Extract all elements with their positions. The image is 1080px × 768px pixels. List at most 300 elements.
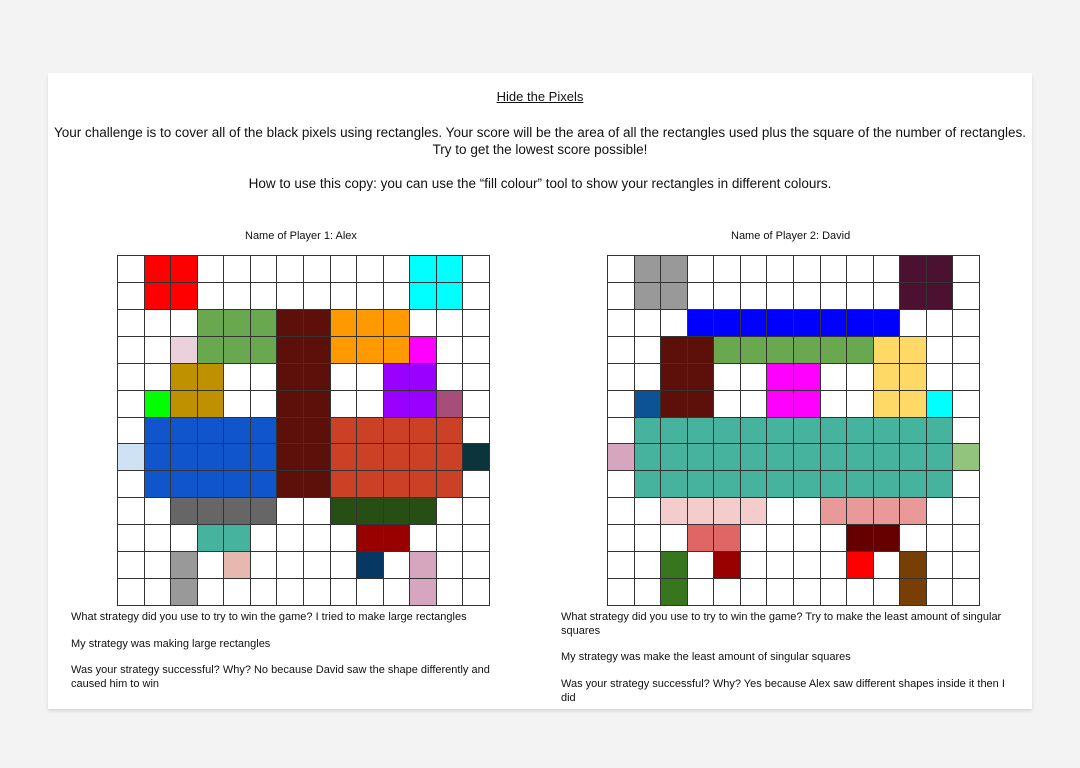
grid-cell[interactable] bbox=[688, 310, 715, 337]
grid-cell[interactable] bbox=[304, 337, 331, 364]
grid-cell[interactable] bbox=[608, 256, 635, 283]
grid-cell[interactable] bbox=[661, 418, 688, 445]
grid-cell[interactable] bbox=[688, 525, 715, 552]
grid-cell[interactable] bbox=[251, 498, 278, 525]
grid-cell[interactable] bbox=[410, 391, 437, 418]
grid-cell[interactable] bbox=[145, 444, 172, 471]
grid-cell[interactable] bbox=[277, 364, 304, 391]
grid-cell[interactable] bbox=[900, 444, 927, 471]
grid-cell[interactable] bbox=[608, 444, 635, 471]
grid-cell[interactable] bbox=[384, 391, 411, 418]
grid-cell[interactable] bbox=[118, 525, 145, 552]
grid-cell[interactable] bbox=[927, 337, 954, 364]
grid-cell[interactable] bbox=[384, 498, 411, 525]
grid-cell[interactable] bbox=[224, 310, 251, 337]
grid-cell[interactable] bbox=[224, 283, 251, 310]
grid-cell[interactable] bbox=[198, 579, 225, 606]
grid-cell[interactable] bbox=[953, 391, 980, 418]
grid-cell[interactable] bbox=[224, 498, 251, 525]
grid-cell[interactable] bbox=[304, 498, 331, 525]
grid-cell[interactable] bbox=[198, 256, 225, 283]
grid-cell[interactable] bbox=[608, 364, 635, 391]
grid-cell[interactable] bbox=[661, 256, 688, 283]
grid-cell[interactable] bbox=[118, 498, 145, 525]
grid-cell[interactable] bbox=[251, 471, 278, 498]
grid-cell[interactable] bbox=[927, 310, 954, 337]
grid-cell[interactable] bbox=[741, 337, 768, 364]
grid-cell[interactable] bbox=[118, 444, 145, 471]
grid-cell[interactable] bbox=[874, 471, 901, 498]
grid-cell[interactable] bbox=[847, 283, 874, 310]
grid-cell[interactable] bbox=[145, 579, 172, 606]
grid-cell[interactable] bbox=[847, 552, 874, 579]
grid-cell[interactable] bbox=[741, 471, 768, 498]
grid-cell[interactable] bbox=[927, 364, 954, 391]
grid-cell[interactable] bbox=[688, 498, 715, 525]
grid-cell[interactable] bbox=[145, 418, 172, 445]
grid-cell[interactable] bbox=[384, 525, 411, 552]
grid-cell[interactable] bbox=[384, 579, 411, 606]
grid-cell[interactable] bbox=[714, 525, 741, 552]
grid-cell[interactable] bbox=[118, 391, 145, 418]
grid-cell[interactable] bbox=[304, 364, 331, 391]
grid-cell[interactable] bbox=[357, 283, 384, 310]
grid-cell[interactable] bbox=[741, 364, 768, 391]
grid-cell[interactable] bbox=[767, 337, 794, 364]
grid-cell[interactable] bbox=[331, 471, 358, 498]
grid-cell[interactable] bbox=[198, 391, 225, 418]
grid-cell[interactable] bbox=[635, 337, 662, 364]
grid-cell[interactable] bbox=[714, 310, 741, 337]
grid-cell[interactable] bbox=[635, 552, 662, 579]
grid-cell[interactable] bbox=[357, 498, 384, 525]
grid-cell[interactable] bbox=[821, 391, 848, 418]
grid-cell[interactable] bbox=[463, 337, 490, 364]
grid-cell[interactable] bbox=[821, 337, 848, 364]
grid-cell[interactable] bbox=[171, 552, 198, 579]
grid-cell[interactable] bbox=[794, 498, 821, 525]
grid-cell[interactable] bbox=[927, 498, 954, 525]
grid-cell[interactable] bbox=[608, 283, 635, 310]
grid-cell[interactable] bbox=[410, 525, 437, 552]
grid-cell[interactable] bbox=[900, 579, 927, 606]
grid-cell[interactable] bbox=[847, 391, 874, 418]
grid-cell[interactable] bbox=[145, 498, 172, 525]
grid-cell[interactable] bbox=[437, 418, 464, 445]
grid-cell[interactable] bbox=[224, 337, 251, 364]
grid-cell[interactable] bbox=[251, 256, 278, 283]
grid-cell[interactable] bbox=[635, 579, 662, 606]
grid-cell[interactable] bbox=[304, 444, 331, 471]
grid-cell[interactable] bbox=[900, 552, 927, 579]
grid-cell[interactable] bbox=[767, 525, 794, 552]
grid-cell[interactable] bbox=[847, 310, 874, 337]
grid-cell[interactable] bbox=[437, 391, 464, 418]
grid-cell[interactable] bbox=[741, 310, 768, 337]
grid-cell[interactable] bbox=[384, 283, 411, 310]
grid-cell[interactable] bbox=[714, 256, 741, 283]
grid-cell[interactable] bbox=[463, 471, 490, 498]
grid-cell[interactable] bbox=[277, 525, 304, 552]
grid-cell[interactable] bbox=[821, 471, 848, 498]
grid-cell[interactable] bbox=[608, 525, 635, 552]
grid-cell[interactable] bbox=[635, 471, 662, 498]
grid-cell[interactable] bbox=[714, 552, 741, 579]
grid-cell[interactable] bbox=[874, 579, 901, 606]
grid-cell[interactable] bbox=[410, 471, 437, 498]
grid-cell[interactable] bbox=[874, 256, 901, 283]
grid-cell[interactable] bbox=[821, 283, 848, 310]
grid-cell[interactable] bbox=[118, 471, 145, 498]
grid-cell[interactable] bbox=[410, 498, 437, 525]
grid-cell[interactable] bbox=[767, 498, 794, 525]
grid-cell[interactable] bbox=[384, 471, 411, 498]
grid-cell[interactable] bbox=[357, 310, 384, 337]
grid-cell[interactable] bbox=[874, 498, 901, 525]
grid-cell[interactable] bbox=[900, 418, 927, 445]
grid-cell[interactable] bbox=[927, 552, 954, 579]
grid-cell[interactable] bbox=[635, 498, 662, 525]
grid-cell[interactable] bbox=[635, 525, 662, 552]
grid-cell[interactable] bbox=[767, 552, 794, 579]
grid-cell[interactable] bbox=[437, 283, 464, 310]
grid-cell[interactable] bbox=[357, 444, 384, 471]
grid-cell[interactable] bbox=[437, 337, 464, 364]
grid-cell[interactable] bbox=[277, 256, 304, 283]
grid-cell[interactable] bbox=[767, 283, 794, 310]
grid-cell[interactable] bbox=[145, 337, 172, 364]
grid-cell[interactable] bbox=[224, 579, 251, 606]
grid-cell[interactable] bbox=[357, 337, 384, 364]
grid-cell[interactable] bbox=[251, 579, 278, 606]
grid-cell[interactable] bbox=[953, 310, 980, 337]
grid-cell[interactable] bbox=[463, 498, 490, 525]
grid-cell[interactable] bbox=[277, 579, 304, 606]
grid-cell[interactable] bbox=[688, 552, 715, 579]
grid-cell[interactable] bbox=[171, 310, 198, 337]
grid-cell[interactable] bbox=[927, 444, 954, 471]
grid-cell[interactable] bbox=[608, 337, 635, 364]
grid-cell[interactable] bbox=[277, 498, 304, 525]
grid-cell[interactable] bbox=[847, 471, 874, 498]
grid-cell[interactable] bbox=[224, 391, 251, 418]
grid-cell[interactable] bbox=[953, 418, 980, 445]
grid-cell[interactable] bbox=[331, 418, 358, 445]
grid-cell[interactable] bbox=[767, 310, 794, 337]
grid-cell[interactable] bbox=[145, 391, 172, 418]
grid-cell[interactable] bbox=[767, 391, 794, 418]
grid-cell[interactable] bbox=[145, 256, 172, 283]
grid-cell[interactable] bbox=[767, 364, 794, 391]
grid-cell[interactable] bbox=[384, 337, 411, 364]
grid-cell[interactable] bbox=[714, 283, 741, 310]
grid-cell[interactable] bbox=[251, 418, 278, 445]
grid-cell[interactable] bbox=[198, 337, 225, 364]
grid-cell[interactable] bbox=[714, 418, 741, 445]
grid-cell[interactable] bbox=[714, 444, 741, 471]
grid-cell[interactable] bbox=[384, 364, 411, 391]
grid-cell[interactable] bbox=[794, 256, 821, 283]
grid-cell[interactable] bbox=[608, 552, 635, 579]
grid-cell[interactable] bbox=[900, 525, 927, 552]
grid-cell[interactable] bbox=[688, 444, 715, 471]
grid-cell[interactable] bbox=[874, 283, 901, 310]
grid-cell[interactable] bbox=[331, 364, 358, 391]
grid-cell[interactable] bbox=[874, 418, 901, 445]
grid-cell[interactable] bbox=[118, 310, 145, 337]
grid-cell[interactable] bbox=[410, 310, 437, 337]
grid-cell[interactable] bbox=[714, 391, 741, 418]
grid-cell[interactable] bbox=[118, 552, 145, 579]
grid-cell[interactable] bbox=[357, 418, 384, 445]
grid-cell[interactable] bbox=[410, 579, 437, 606]
grid-cell[interactable] bbox=[635, 418, 662, 445]
grid-cell[interactable] bbox=[224, 256, 251, 283]
grid-cell[interactable] bbox=[384, 552, 411, 579]
grid-cell[interactable] bbox=[794, 337, 821, 364]
grid-cell[interactable] bbox=[331, 337, 358, 364]
grid-cell[interactable] bbox=[463, 310, 490, 337]
grid-cell[interactable] bbox=[331, 283, 358, 310]
grid-cell[interactable] bbox=[953, 471, 980, 498]
grid-cell[interactable] bbox=[900, 256, 927, 283]
grid-cell[interactable] bbox=[767, 471, 794, 498]
grid-cell[interactable] bbox=[661, 579, 688, 606]
grid-cell[interactable] bbox=[661, 444, 688, 471]
grid-cell[interactable] bbox=[437, 256, 464, 283]
grid-cell[interactable] bbox=[927, 256, 954, 283]
grid-cell[interactable] bbox=[224, 471, 251, 498]
grid-cell[interactable] bbox=[437, 444, 464, 471]
grid-cell[interactable] bbox=[304, 579, 331, 606]
grid-cell[interactable] bbox=[145, 552, 172, 579]
grid-cell[interactable] bbox=[331, 256, 358, 283]
grid-cell[interactable] bbox=[171, 418, 198, 445]
grid-cell[interactable] bbox=[661, 471, 688, 498]
grid-cell[interactable] bbox=[953, 364, 980, 391]
grid-cell[interactable] bbox=[767, 444, 794, 471]
grid-cell[interactable] bbox=[688, 337, 715, 364]
grid-cell[interactable] bbox=[463, 256, 490, 283]
grid-cell[interactable] bbox=[900, 283, 927, 310]
grid-cell[interactable] bbox=[304, 283, 331, 310]
grid-cell[interactable] bbox=[410, 444, 437, 471]
grid-cell[interactable] bbox=[437, 364, 464, 391]
grid-cell[interactable] bbox=[874, 310, 901, 337]
grid-cell[interactable] bbox=[437, 498, 464, 525]
grid-cell[interactable] bbox=[874, 444, 901, 471]
grid-cell[interactable] bbox=[357, 391, 384, 418]
grid-cell[interactable] bbox=[608, 391, 635, 418]
grid-cell[interactable] bbox=[410, 552, 437, 579]
grid-cell[interactable] bbox=[463, 525, 490, 552]
grid-cell[interactable] bbox=[463, 391, 490, 418]
grid-cell[interactable] bbox=[953, 337, 980, 364]
grid-cell[interactable] bbox=[224, 444, 251, 471]
grid-cell[interactable] bbox=[437, 552, 464, 579]
grid-cell[interactable] bbox=[304, 256, 331, 283]
player-1-pixel-grid[interactable] bbox=[117, 255, 490, 606]
grid-cell[interactable] bbox=[171, 391, 198, 418]
grid-cell[interactable] bbox=[384, 256, 411, 283]
grid-cell[interactable] bbox=[741, 525, 768, 552]
grid-cell[interactable] bbox=[688, 418, 715, 445]
grid-cell[interactable] bbox=[767, 256, 794, 283]
grid-cell[interactable] bbox=[847, 418, 874, 445]
grid-cell[interactable] bbox=[900, 498, 927, 525]
grid-cell[interactable] bbox=[463, 552, 490, 579]
grid-cell[interactable] bbox=[714, 498, 741, 525]
grid-cell[interactable] bbox=[251, 552, 278, 579]
grid-cell[interactable] bbox=[741, 552, 768, 579]
grid-cell[interactable] bbox=[900, 391, 927, 418]
grid-cell[interactable] bbox=[821, 310, 848, 337]
grid-cell[interactable] bbox=[145, 310, 172, 337]
grid-cell[interactable] bbox=[635, 364, 662, 391]
grid-cell[interactable] bbox=[198, 364, 225, 391]
grid-cell[interactable] bbox=[171, 471, 198, 498]
grid-cell[interactable] bbox=[331, 498, 358, 525]
grid-cell[interactable] bbox=[635, 256, 662, 283]
grid-cell[interactable] bbox=[357, 525, 384, 552]
grid-cell[interactable] bbox=[741, 391, 768, 418]
grid-cell[interactable] bbox=[661, 391, 688, 418]
grid-cell[interactable] bbox=[661, 337, 688, 364]
grid-cell[interactable] bbox=[741, 256, 768, 283]
grid-cell[interactable] bbox=[437, 525, 464, 552]
grid-cell[interactable] bbox=[357, 471, 384, 498]
grid-cell[interactable] bbox=[331, 310, 358, 337]
grid-cell[interactable] bbox=[198, 444, 225, 471]
grid-cell[interactable] bbox=[953, 498, 980, 525]
grid-cell[interactable] bbox=[463, 364, 490, 391]
grid-cell[interactable] bbox=[847, 525, 874, 552]
grid-cell[interactable] bbox=[145, 525, 172, 552]
grid-cell[interactable] bbox=[384, 418, 411, 445]
grid-cell[interactable] bbox=[847, 579, 874, 606]
grid-cell[interactable] bbox=[224, 525, 251, 552]
grid-cell[interactable] bbox=[608, 310, 635, 337]
grid-cell[interactable] bbox=[927, 579, 954, 606]
grid-cell[interactable] bbox=[251, 391, 278, 418]
grid-cell[interactable] bbox=[463, 579, 490, 606]
grid-cell[interactable] bbox=[437, 579, 464, 606]
grid-cell[interactable] bbox=[277, 444, 304, 471]
grid-cell[interactable] bbox=[847, 364, 874, 391]
grid-cell[interactable] bbox=[251, 283, 278, 310]
grid-cell[interactable] bbox=[304, 552, 331, 579]
grid-cell[interactable] bbox=[198, 310, 225, 337]
grid-cell[interactable] bbox=[847, 337, 874, 364]
grid-cell[interactable] bbox=[953, 256, 980, 283]
grid-cell[interactable] bbox=[661, 310, 688, 337]
grid-cell[interactable] bbox=[608, 498, 635, 525]
grid-cell[interactable] bbox=[794, 391, 821, 418]
grid-cell[interactable] bbox=[821, 364, 848, 391]
grid-cell[interactable] bbox=[608, 418, 635, 445]
grid-cell[interactable] bbox=[171, 444, 198, 471]
grid-cell[interactable] bbox=[874, 391, 901, 418]
grid-cell[interactable] bbox=[357, 552, 384, 579]
grid-cell[interactable] bbox=[821, 418, 848, 445]
grid-cell[interactable] bbox=[688, 364, 715, 391]
grid-cell[interactable] bbox=[900, 471, 927, 498]
grid-cell[interactable] bbox=[198, 283, 225, 310]
grid-cell[interactable] bbox=[874, 364, 901, 391]
grid-cell[interactable] bbox=[874, 552, 901, 579]
grid-cell[interactable] bbox=[463, 418, 490, 445]
grid-cell[interactable] bbox=[741, 498, 768, 525]
grid-cell[interactable] bbox=[688, 579, 715, 606]
grid-cell[interactable] bbox=[251, 525, 278, 552]
grid-cell[interactable] bbox=[357, 364, 384, 391]
grid-cell[interactable] bbox=[608, 579, 635, 606]
grid-cell[interactable] bbox=[927, 391, 954, 418]
grid-cell[interactable] bbox=[463, 283, 490, 310]
grid-cell[interactable] bbox=[688, 391, 715, 418]
grid-cell[interactable] bbox=[171, 364, 198, 391]
grid-cell[interactable] bbox=[304, 391, 331, 418]
grid-cell[interactable] bbox=[714, 471, 741, 498]
grid-cell[interactable] bbox=[688, 256, 715, 283]
grid-cell[interactable] bbox=[953, 579, 980, 606]
grid-cell[interactable] bbox=[821, 525, 848, 552]
grid-cell[interactable] bbox=[661, 552, 688, 579]
grid-cell[interactable] bbox=[767, 579, 794, 606]
grid-cell[interactable] bbox=[410, 337, 437, 364]
grid-cell[interactable] bbox=[741, 579, 768, 606]
player-2-pixel-grid[interactable] bbox=[607, 255, 980, 606]
grid-cell[interactable] bbox=[741, 444, 768, 471]
grid-cell[interactable] bbox=[794, 310, 821, 337]
grid-cell[interactable] bbox=[251, 364, 278, 391]
grid-cell[interactable] bbox=[118, 283, 145, 310]
grid-cell[interactable] bbox=[331, 552, 358, 579]
grid-cell[interactable] bbox=[277, 391, 304, 418]
grid-cell[interactable] bbox=[953, 552, 980, 579]
grid-cell[interactable] bbox=[714, 364, 741, 391]
grid-cell[interactable] bbox=[331, 444, 358, 471]
grid-cell[interactable] bbox=[357, 579, 384, 606]
grid-cell[interactable] bbox=[145, 364, 172, 391]
grid-cell[interactable] bbox=[794, 364, 821, 391]
grid-cell[interactable] bbox=[224, 364, 251, 391]
grid-cell[interactable] bbox=[277, 283, 304, 310]
grid-cell[interactable] bbox=[118, 364, 145, 391]
grid-cell[interactable] bbox=[277, 337, 304, 364]
grid-cell[interactable] bbox=[251, 444, 278, 471]
grid-cell[interactable] bbox=[277, 310, 304, 337]
grid-cell[interactable] bbox=[794, 471, 821, 498]
grid-cell[interactable] bbox=[277, 552, 304, 579]
grid-cell[interactable] bbox=[331, 391, 358, 418]
grid-cell[interactable] bbox=[198, 498, 225, 525]
grid-cell[interactable] bbox=[821, 444, 848, 471]
grid-cell[interactable] bbox=[437, 471, 464, 498]
grid-cell[interactable] bbox=[847, 498, 874, 525]
grid-cell[interactable] bbox=[410, 256, 437, 283]
grid-cell[interactable] bbox=[927, 418, 954, 445]
grid-cell[interactable] bbox=[357, 256, 384, 283]
grid-cell[interactable] bbox=[953, 283, 980, 310]
grid-cell[interactable] bbox=[145, 283, 172, 310]
grid-cell[interactable] bbox=[224, 552, 251, 579]
grid-cell[interactable] bbox=[794, 283, 821, 310]
grid-cell[interactable] bbox=[145, 471, 172, 498]
grid-cell[interactable] bbox=[635, 310, 662, 337]
grid-cell[interactable] bbox=[741, 418, 768, 445]
grid-cell[interactable] bbox=[224, 418, 251, 445]
